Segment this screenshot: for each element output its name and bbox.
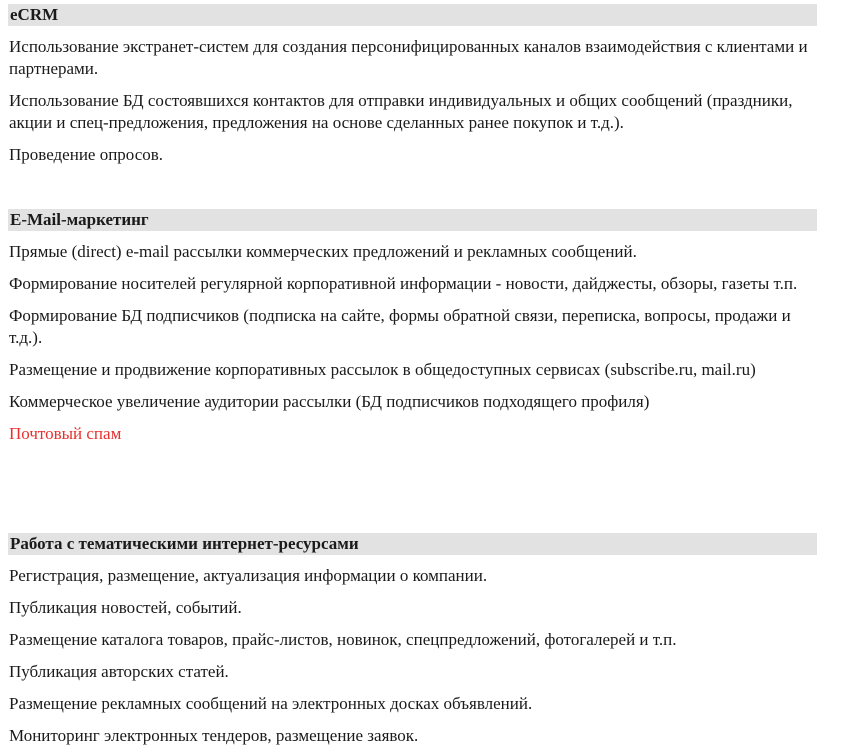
list-item: Формирование носителей регулярной корпоративной информации - новости, дайджесты, обзоры, газеты т.п. bbox=[9, 274, 798, 293]
list-item: Публикация авторских статей. bbox=[9, 662, 229, 681]
list-item: Публикация новостей, событий. bbox=[9, 598, 242, 617]
section-ecrm bbox=[8, 4, 817, 166]
list-item-spam: Почтовый спам bbox=[9, 424, 122, 443]
list-item: Формирование БД подписчиков (подписка на сайте, формы обратной связи, переписка, вопросы, продажи и т.д.). bbox=[9, 306, 791, 347]
section-thematic-resources bbox=[8, 533, 817, 747]
list-item: Размещение и продвижение корпоративных рассылок в общедоступных сервисах (subscribe.ru, mail.ru) bbox=[9, 360, 756, 379]
list-item: Мониторинг электронных тендеров, размещение заявок. bbox=[9, 726, 419, 745]
list-item: Коммерческое увеличение аудитории рассылки (БД подписчиков подходящего профиля) bbox=[9, 392, 650, 411]
section-header: E-Mail-маркетинг bbox=[8, 209, 817, 231]
list-item: Размещение каталога товаров, прайс-листов, новинок, спецпредложений, фотогалерей и т.п. bbox=[9, 630, 677, 649]
list-item: Прямые (direct) e-mail рассылки коммерческих предложений и рекламных сообщений. bbox=[9, 242, 637, 261]
section-header: Работа с тематическими интернет-ресурсами bbox=[8, 533, 817, 555]
list-item: Регистрация, размещение, актуализация информации о компании. bbox=[9, 566, 488, 585]
list-item: Использование БД состоявшихся контактов для отправки индивидуальных и общих сообщений (праздники, акции и спец-предложения, предложения на основе сделанных ранее покупок и т.д.). bbox=[9, 91, 793, 132]
list-item: Проведение опросов. bbox=[9, 145, 164, 164]
section-email-marketing bbox=[8, 209, 817, 445]
list-item: Использование экстранет-систем для создания персонифицированных каналов взаимодействия с клиентами и партнерами. bbox=[9, 37, 808, 78]
section-header: eCRM bbox=[8, 4, 817, 26]
list-item: Размещение рекламных сообщений на электронных досках объявлений. bbox=[9, 694, 533, 713]
